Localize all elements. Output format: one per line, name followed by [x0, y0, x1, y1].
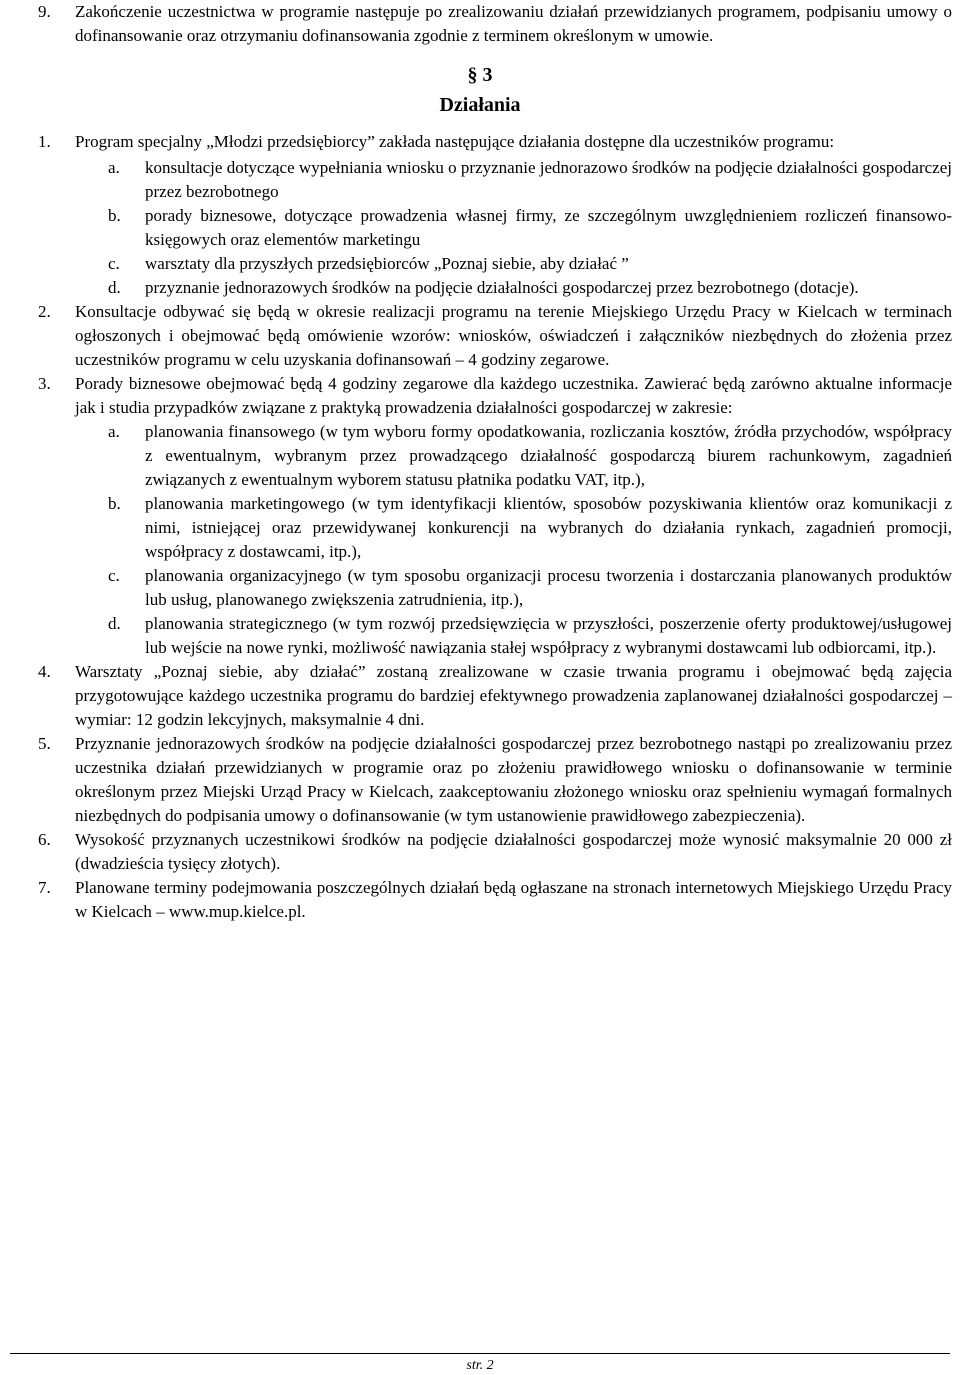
section-heading: [0, 60, 960, 120]
list-text: Planowane terminy podejmowania poszczególnych działań będą ogłaszane na stronach internetowych Miejskiego Urzędu Pracy w Kielcach – www.mup.kielce.pl.: [75, 878, 952, 921]
list-number: 2.: [38, 302, 51, 321]
sub-letter: c.: [108, 566, 120, 585]
list-item-2: [0, 300, 960, 372]
sub-letter: d.: [108, 278, 121, 297]
list-text: Warsztaty „Poznaj siebie, aby działać” zostaną zrealizowane w czasie trwania programu i obejmować będą zajęcia przygotowujące każdego uczestnika programu do bardziej efektywnego prowadzenia zaplanowanej działalności gospodarczej – wymiar: 12 godzin lekcyjnych, maksymalnie 4 dni.: [75, 662, 952, 729]
list-item-5: [0, 732, 960, 828]
sub-letter: a.: [108, 422, 120, 441]
list-text: Program specjalny „Młodzi przedsiębiorcy” zakłada następujące działania dostępne dla uczestników programu:: [75, 132, 835, 151]
paragraph-text: Zakończenie uczestnictwa w programie następuje po zrealizowaniu działań przewidzianych programem, podpisaniu umowy o dofinansowanie oraz otrzymaniu dofinansowania zgodnie z terminem określonym w umowie.: [75, 2, 952, 45]
sub-text: przyznanie jednorazowych środków na podjęcie działalności gospodarczej przez bezrobotnego (dotacje).: [145, 278, 859, 297]
sub-item-1c: [0, 252, 960, 276]
sub-text: planowania strategicznego (w tym rozwój przedsięwzięcia w przyszłości, poszerzenie oferty produktowej/usługowej lub wejście na nowe rynki, możliwość nawiązania stałej współpracy z wybranymi dostawcami lub odbiorcami, itp.).: [145, 614, 952, 657]
sub-letter: c.: [108, 254, 120, 273]
sub-text: planowania organizacyjnego (w tym sposobu organizacji procesu tworzenia i dostarczania planowanych produktów lub usług, planowanego zwiększenia zatrudnienia, itp.),: [145, 566, 952, 609]
sub-item-3b: [0, 492, 960, 564]
list-number: 4.: [38, 662, 51, 681]
list-number: 7.: [38, 878, 51, 897]
section-sign: § 3: [467, 64, 493, 86]
list-item-4: [0, 660, 960, 732]
list-text: Wysokość przyznanych uczestnikowi środków na podjęcie działalności gospodarczej może wynosić maksymalnie 20 000 zł (dwadzieścia tysięcy złotych).: [75, 830, 952, 873]
sub-item-3d: [0, 612, 960, 660]
sub-text: konsultacje dotyczące wypełniania wniosku o przyznanie jednorazowo środków na podjęcie działalności gospodarczej przez bezrobotnego: [145, 158, 952, 201]
sub-text: warsztaty dla przyszłych przedsiębiorców „Poznaj siebie, aby działać ”: [145, 254, 629, 273]
list-item-3: [0, 372, 960, 420]
list-number: 6.: [38, 830, 51, 849]
list-item-6: [0, 828, 960, 876]
list-number: 1.: [38, 132, 51, 151]
list-number: 3.: [38, 374, 51, 393]
sub-letter: b.: [108, 494, 121, 513]
sub-text: porady biznesowe, dotyczące prowadzenia własnej firmy, ze szczególnym uwzględnieniem rozliczeń finansowo-księgowych oraz elementów marketingu: [145, 206, 952, 249]
sub-item-3c: [0, 564, 960, 612]
list-text: Porady biznesowe obejmować będą 4 godziny zegarowe dla każdego uczestnika. Zawierać będą zarówno aktualne informacje jak i studia przypadków związane z praktyką prowadzenia działalności gospodarczej w zakresie:: [75, 374, 952, 417]
sub-item-1b: [0, 204, 960, 252]
list-text: Przyznanie jednorazowych środków na podjęcie działalności gospodarczej przez bezrobotnego nastąpi po zrealizowaniu przez uczestnika działań przewidzianych w programie oraz po złożeniu prawidłowego wniosku o dofinansowanie w terminie określonym przez Miejski Urząd Pracy w Kielcach, zaakceptowaniu złożonego wniosku oraz spełnieniu wymagań formalnych niezbędnych do podpisania umowy o dofinansowanie (w tym ustanowienie prawidłowego zabezpieczenia).: [75, 734, 952, 825]
list-text: Konsultacje odbywać się będą w okresie realizacji programu na terenie Miejskiego Urzędu Pracy w Kielcach w terminach ogłoszonych i obejmować będą omówienie wzorów: wniosków, oświadczeń i załączników niezbędnych do złożenia przez uczestników programu w celu uzyskania dofinansowań – 4 godziny zegarowe.: [75, 302, 952, 369]
sub-text: planowania finansowego (w tym wyboru formy opodatkowania, rozliczania kosztów, źródła przychodów, współpracy z ewentualnym, wybranym przez prowadzącego działalność gospodarczą biurem rachunkowym, zagadnień związanych z ewentualnym wyborem statusu płatnika podatku VAT, itp.),: [145, 422, 952, 489]
paragraph-number: 9.: [38, 2, 51, 21]
sub-item-3a: [0, 420, 960, 492]
sub-letter: d.: [108, 614, 121, 633]
page-number: str. 2: [466, 1358, 494, 1373]
paragraph-9: [0, 0, 960, 48]
sub-item-1a: [0, 156, 960, 204]
footer-divider: [10, 1353, 950, 1354]
sub-item-1d: [0, 276, 960, 300]
list-item-7: [0, 876, 960, 924]
list-item-1: [0, 130, 960, 154]
sub-letter: b.: [108, 206, 121, 225]
sub-text: planowania marketingowego (w tym identyfikacji klientów, sposobów pozyskiwania klientów oraz komunikacji z nimi, istniejącej oraz przewidywanej konkurencji na wybranych do działania rynkach, zagadnień promocji, współpracy z dostawcami, itp.),: [145, 494, 952, 561]
sub-letter: a.: [108, 158, 120, 177]
list-number: 5.: [38, 734, 51, 753]
section-title: Działania: [439, 94, 521, 116]
